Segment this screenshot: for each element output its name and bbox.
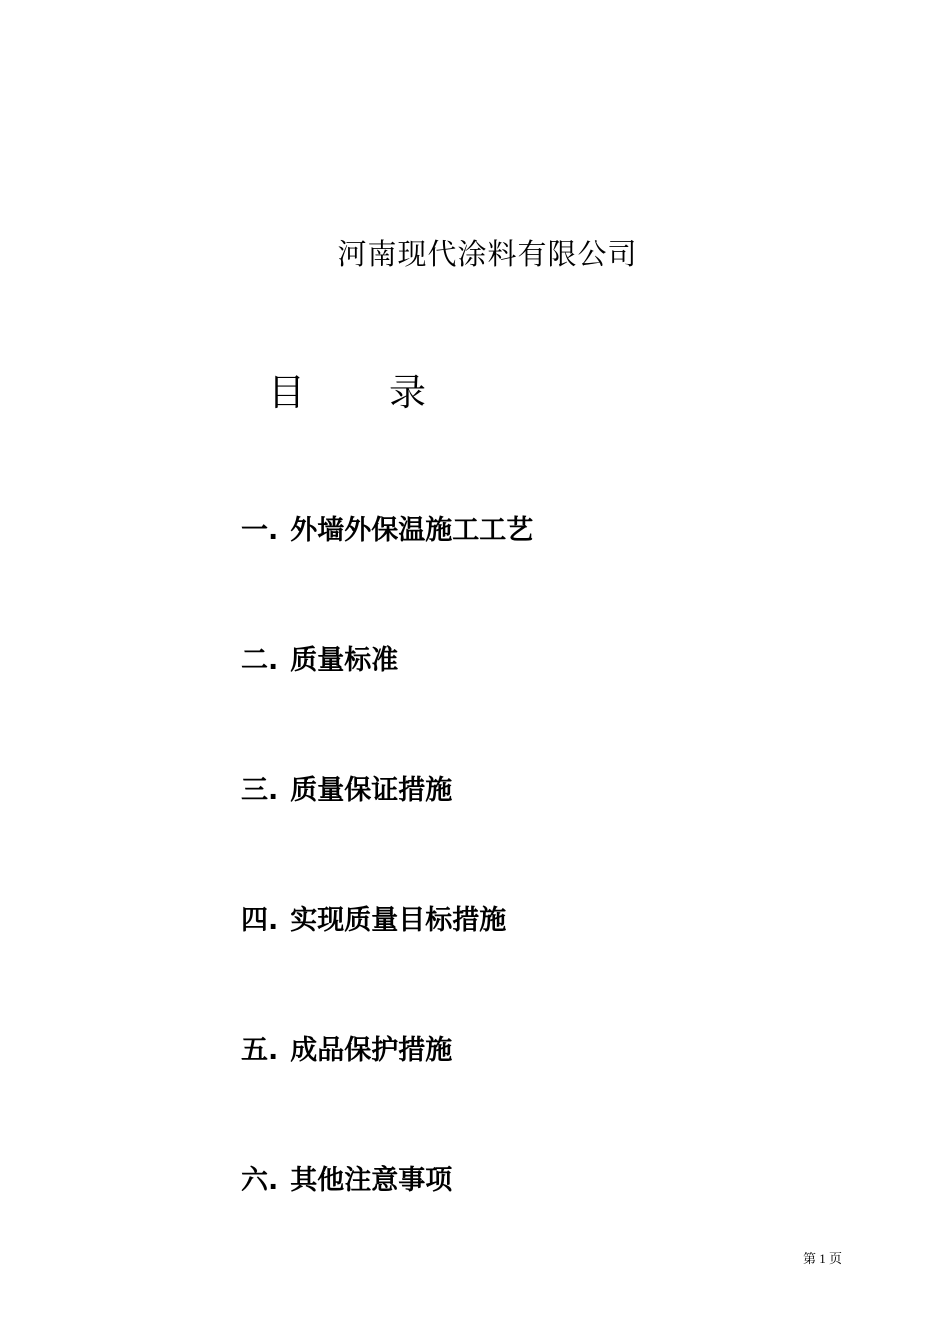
toc-item-number: 一 [241,515,268,546]
toc-item-separator: . [268,905,279,936]
toc-item-number: 三 [241,775,268,806]
toc-item-separator: . [268,1035,279,1066]
toc-item-number: 六 [241,1165,268,1196]
toc-item [241,638,533,768]
toc-item-separator: . [268,515,279,546]
toc-item [241,508,533,638]
toc-list [241,508,533,1288]
toc-item [241,898,533,1028]
toc-item [241,768,533,898]
toc-item-title: 质量保证措施 [290,775,453,806]
toc-item-number: 五 [241,1035,268,1066]
toc-item [241,1158,533,1288]
page-number: 第 1 页 [803,1251,843,1266]
toc-item-number: 四 [241,905,268,936]
toc-heading [268,362,426,416]
toc-heading-char-1: 目 [268,371,305,414]
toc-heading-char-2: 录 [389,371,426,414]
toc-item-title: 实现质量目标措施 [290,905,507,936]
toc-item-separator: . [268,645,279,676]
toc-item-title: 成品保护措施 [290,1035,453,1066]
toc-item-separator: . [268,775,279,806]
toc-item-title: 外墙外保温施工工艺 [290,515,534,546]
toc-item-title: 质量标准 [290,645,399,676]
toc-item-number: 二 [241,645,268,676]
toc-item-title: 其他注意事项 [290,1165,453,1196]
company-name: 河南现代涂料有限公司 [337,237,638,271]
toc-item [241,1028,533,1158]
toc-item-separator: . [268,1165,279,1196]
